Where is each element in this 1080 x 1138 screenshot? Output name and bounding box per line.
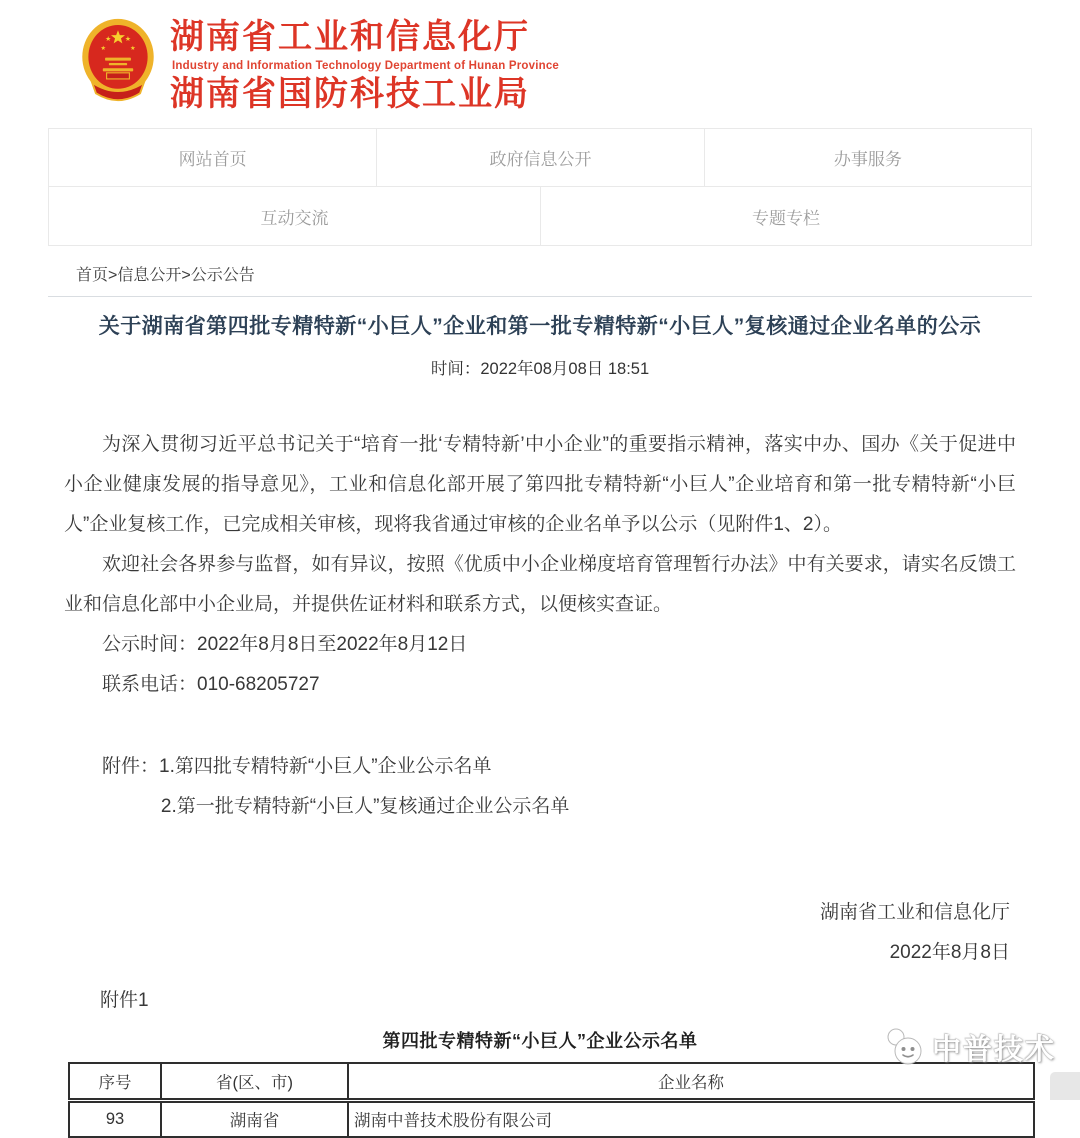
nav-item-interaction[interactable]: 互动交流	[260, 208, 329, 228]
watermark-text: 中普技术	[931, 1033, 1056, 1066]
header-text	[170, 18, 559, 113]
table-row	[69, 1100, 1034, 1137]
attachments	[64, 747, 1016, 827]
cell-province: 湖南省	[161, 1100, 348, 1137]
paragraph-2: 欢迎社会各界参与监督，如有异议，按照《优质中小企业梯度培育管理暂行办法》中有关要求，请实名反馈工业和信息化部中小企业局，并提供佐证材料和联系方式，以便核实查证。	[64, 554, 1016, 615]
attachment-line-2	[64, 787, 1016, 827]
main-nav	[48, 128, 1032, 246]
attachment-line-1	[64, 747, 1016, 787]
floating-widget-edge[interactable]	[1050, 1072, 1080, 1100]
breadcrumb-divider	[48, 296, 1032, 297]
publicity-period: 公示时间：2022年8月8日至2022年8月12日	[102, 634, 468, 655]
appendix-label: 附件1	[100, 990, 149, 1011]
national-emblem-icon	[80, 16, 156, 116]
col-header-index: 序号	[69, 1063, 161, 1100]
attachment-link-2[interactable]: 2.第一批专精特新“小巨人”复核通过企业公示名单	[160, 796, 570, 817]
company-list-table	[68, 1062, 1035, 1138]
site-title-cn-1: 湖南省工业和信息化厅	[170, 18, 530, 57]
attachment-link-1[interactable]: 1.第四批专精特新“小巨人”企业公示名单	[159, 756, 492, 777]
article-body	[64, 425, 1016, 705]
cell-index: 93	[69, 1100, 161, 1137]
site-title-en: Industry and Information Technology Department of Hunan Province	[172, 59, 560, 72]
publish-time: 时间：2022年08月08日 18:51	[430, 360, 650, 378]
contact-phone: 联系电话：010-68205727	[102, 674, 320, 695]
site-header	[0, 0, 1080, 128]
signature-org: 湖南省工业和信息化厅	[819, 902, 1010, 923]
svg-text:★: ★	[100, 45, 106, 53]
col-header-company: 企业名称	[348, 1063, 1034, 1100]
breadcrumb[interactable]: 首页>信息公开>公示公告	[76, 267, 255, 284]
signature-date: 2022年8月8日	[889, 942, 1010, 963]
col-header-province: 省(区、市)	[161, 1063, 348, 1100]
svg-text:★: ★	[105, 35, 112, 43]
svg-text:★: ★	[130, 45, 136, 53]
nav-item-home[interactable]: 网站首页	[178, 150, 247, 169]
attachments-label: 附件：	[102, 756, 160, 777]
table-header-row	[69, 1063, 1034, 1100]
paragraph-1: 为深入贯彻习近平总书记关于“培育一批‘专精特新’中小企业”的重要指示精神，落实中办、国办《关于促进中小企业健康发展的指导意见》，工业和信息化部开展了第四批专精特新“小巨人”企业培育和第一批专精特新“小巨人”企业复核工作，已完成相关审核，现将我省通过审核的企业名单予以公示（见附件1、2）。	[64, 434, 1016, 535]
nav-item-gov-info[interactable]: 政府信息公开	[376, 129, 703, 186]
nav-row-1	[49, 129, 1031, 187]
page-title: 关于湖南省第四批专精特新“小巨人”企业和第一批专精特新“小巨人”复核通过企业名单的公示	[98, 315, 982, 338]
svg-text:★: ★	[124, 35, 131, 43]
cell-company-name: 湖南中普技术股份有限公司	[348, 1100, 1034, 1137]
nav-row-2	[49, 187, 1031, 245]
nav-item-services[interactable]: 办事服务	[704, 129, 1031, 186]
signature-block	[0, 893, 1010, 973]
table-title: 第四批专精特新“小巨人”企业公示名单	[382, 1031, 698, 1051]
site-title-cn-2: 湖南省国防科技工业局	[170, 74, 530, 113]
nav-item-special-columns[interactable]: 专题专栏	[540, 187, 1031, 245]
